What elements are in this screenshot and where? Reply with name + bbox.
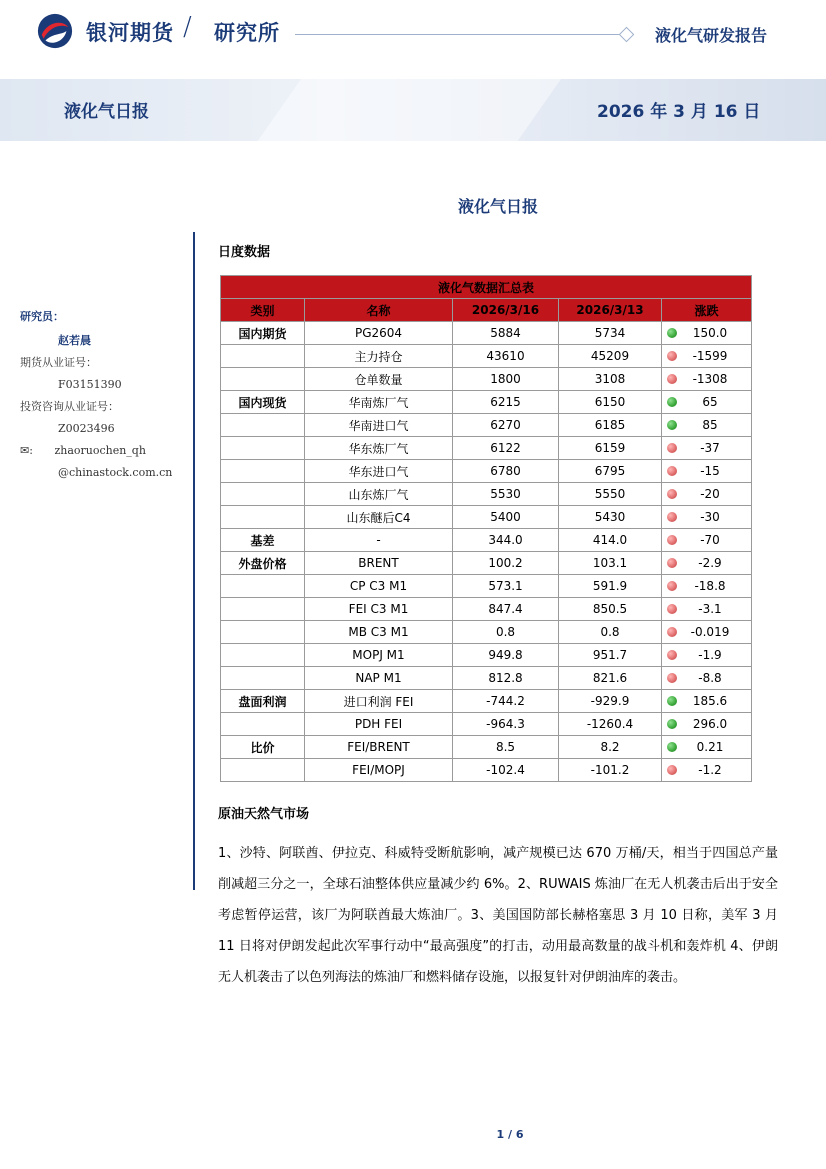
- section-daily-data: 日度数据: [218, 245, 271, 260]
- header-slash: /: [183, 12, 192, 42]
- table-title-row: [221, 276, 752, 299]
- red-down-dot-icon: [667, 673, 677, 683]
- value-previous-cell: 591.9: [559, 575, 662, 598]
- name-cell: 华南炼厂气: [305, 391, 453, 414]
- change-value: -15: [700, 464, 720, 479]
- value-previous-cell: 6185: [559, 414, 662, 437]
- value-current-cell: -744.2: [453, 690, 559, 713]
- report-type: 液化气研发报告: [655, 26, 768, 45]
- sidebar-divider: [193, 232, 195, 890]
- data-table: [220, 275, 752, 782]
- value-current-cell: 344.0: [453, 529, 559, 552]
- change-value: -70: [700, 533, 720, 548]
- change-cell: [662, 667, 752, 690]
- category-cell: [221, 598, 305, 621]
- name-cell: BRENT: [305, 552, 453, 575]
- name-cell: MOPJ M1: [305, 644, 453, 667]
- value-previous-cell: -929.9: [559, 690, 662, 713]
- red-down-dot-icon: [667, 466, 677, 476]
- change-cell: [662, 621, 752, 644]
- category-cell: [221, 644, 305, 667]
- change-value: -20: [700, 487, 720, 502]
- category-cell: [221, 368, 305, 391]
- category-cell: [221, 667, 305, 690]
- change-cell: [662, 506, 752, 529]
- red-down-dot-icon: [667, 650, 677, 660]
- category-cell: 国内期货: [221, 322, 305, 345]
- red-down-dot-icon: [667, 512, 677, 522]
- red-down-dot-icon: [667, 765, 677, 775]
- table-header-row: [221, 299, 752, 322]
- table-row: [221, 322, 752, 345]
- category-cell: [221, 345, 305, 368]
- change-value: -3.1: [698, 602, 722, 617]
- change-value: -2.9: [698, 556, 722, 571]
- red-down-dot-icon: [667, 535, 677, 545]
- value-previous-cell: 821.6: [559, 667, 662, 690]
- value-current-cell: 5884: [453, 322, 559, 345]
- change-value: -30: [700, 510, 720, 525]
- change-value: 0.21: [696, 740, 724, 755]
- value-current-cell: 573.1: [453, 575, 559, 598]
- page-number: 1 / 6: [496, 1128, 524, 1141]
- change-value: -18.8: [694, 579, 726, 594]
- change-cell: [662, 552, 752, 575]
- value-previous-cell: 103.1: [559, 552, 662, 575]
- change-value: -1308: [692, 372, 728, 387]
- name-cell: 华东进口气: [305, 460, 453, 483]
- author-sidebar: [20, 308, 185, 480]
- value-previous-cell: 6159: [559, 437, 662, 460]
- title-banner: [0, 79, 826, 141]
- name-cell: -: [305, 529, 453, 552]
- red-down-dot-icon: [667, 558, 677, 568]
- table-row: [221, 345, 752, 368]
- red-down-dot-icon: [667, 351, 677, 361]
- diamond-icon: [619, 27, 635, 43]
- change-cell: [662, 759, 752, 782]
- brand-name: 银河期货: [86, 21, 174, 45]
- red-down-dot-icon: [667, 581, 677, 591]
- table-row: [221, 759, 752, 782]
- researcher-name: 赵若晨: [58, 334, 91, 347]
- green-up-dot-icon: [667, 420, 677, 430]
- change-cell: [662, 529, 752, 552]
- futures-license-label: 期货从业证号：: [20, 356, 97, 369]
- category-cell: [221, 759, 305, 782]
- table-row: [221, 598, 752, 621]
- table-row: [221, 529, 752, 552]
- change-cell: [662, 322, 752, 345]
- table-row: [221, 736, 752, 759]
- name-cell: FEI C3 M1: [305, 598, 453, 621]
- value-current-cell: 847.4: [453, 598, 559, 621]
- change-cell: [662, 575, 752, 598]
- table-row: [221, 414, 752, 437]
- table-row: [221, 368, 752, 391]
- change-value: -1.2: [698, 763, 722, 778]
- change-cell: [662, 598, 752, 621]
- name-cell: 华东炼厂气: [305, 437, 453, 460]
- value-previous-cell: 6795: [559, 460, 662, 483]
- change-value: 65: [702, 395, 718, 410]
- value-previous-cell: 850.5: [559, 598, 662, 621]
- value-previous-cell: 5430: [559, 506, 662, 529]
- table-row: [221, 621, 752, 644]
- green-up-dot-icon: [667, 719, 677, 729]
- name-cell: 进口利润 FEI: [305, 690, 453, 713]
- change-value: 185.6: [692, 694, 728, 709]
- green-up-dot-icon: [667, 696, 677, 706]
- change-value: 85: [702, 418, 718, 433]
- value-current-cell: 949.8: [453, 644, 559, 667]
- galaxy-logo-icon: [36, 12, 74, 50]
- value-previous-cell: 951.7: [559, 644, 662, 667]
- red-down-dot-icon: [667, 443, 677, 453]
- value-current-cell: 0.8: [453, 621, 559, 644]
- value-current-cell: -102.4: [453, 759, 559, 782]
- column-header: 名称: [305, 299, 453, 322]
- table-row: [221, 575, 752, 598]
- change-cell: [662, 460, 752, 483]
- category-cell: [221, 437, 305, 460]
- name-cell: 山东炼厂气: [305, 483, 453, 506]
- change-value: -8.8: [698, 671, 722, 686]
- value-previous-cell: 414.0: [559, 529, 662, 552]
- table-row: [221, 667, 752, 690]
- column-header: 类别: [221, 299, 305, 322]
- value-current-cell: 6122: [453, 437, 559, 460]
- change-cell: [662, 690, 752, 713]
- crude-market-text: 1、沙特、阿联酋、伊拉克、科威特受断航影响，减产规模已达 670 万桶/天，相当于四国总产量削减超三分之一，全球石油整体供应量减少约 6%。2、RUWAIS 炼油厂在无人机袭击后出于安全考虑暂停运营，该厂为阿联酋最大炼油厂。3、美国国防部长赫格塞思 3 月 10 日称，美军 3 月 11 日将对伊朗发起此次军事行动中“最高强度”的打击，动用最高数量的战斗机和轰炸机 4、伊朗无人机袭击了以色列海法的炼油厂和燃料储存设施，以报复针对伊朗油库的袭击。: [218, 846, 778, 985]
- name-cell: 主力持仓: [305, 345, 453, 368]
- email-icon: ✉:: [20, 444, 33, 457]
- change-value: -1.9: [698, 648, 722, 663]
- change-value: -0.019: [690, 625, 730, 640]
- table-row: [221, 483, 752, 506]
- change-cell: [662, 713, 752, 736]
- value-previous-cell: 0.8: [559, 621, 662, 644]
- advisory-license: Z0023496: [58, 422, 115, 435]
- value-current-cell: -964.3: [453, 713, 559, 736]
- table-row: [221, 713, 752, 736]
- change-value: -37: [700, 441, 720, 456]
- change-cell: [662, 368, 752, 391]
- name-cell: NAP M1: [305, 667, 453, 690]
- name-cell: CP C3 M1: [305, 575, 453, 598]
- category-cell: [221, 460, 305, 483]
- change-cell: [662, 437, 752, 460]
- red-down-dot-icon: [667, 604, 677, 614]
- category-cell: [221, 483, 305, 506]
- email-line2[interactable]: @chinastock.com.cn: [58, 466, 173, 479]
- value-current-cell: 8.5: [453, 736, 559, 759]
- document-title: 液化气日报: [457, 197, 538, 216]
- category-cell: 基差: [221, 529, 305, 552]
- table-row: [221, 552, 752, 575]
- value-previous-cell: -101.2: [559, 759, 662, 782]
- email-line1[interactable]: zhaoruochen_qh: [54, 444, 146, 457]
- change-cell: [662, 644, 752, 667]
- category-cell: 外盘价格: [221, 552, 305, 575]
- red-down-dot-icon: [667, 374, 677, 384]
- name-cell: 山东醚后C4: [305, 506, 453, 529]
- futures-license: F03151390: [58, 378, 122, 391]
- table-row: [221, 437, 752, 460]
- change-cell: [662, 414, 752, 437]
- change-value: -1599: [692, 349, 728, 364]
- green-up-dot-icon: [667, 328, 677, 338]
- value-previous-cell: 45209: [559, 345, 662, 368]
- value-previous-cell: 5550: [559, 483, 662, 506]
- value-current-cell: 100.2: [453, 552, 559, 575]
- category-cell: [221, 713, 305, 736]
- red-down-dot-icon: [667, 627, 677, 637]
- change-value: 296.0: [692, 717, 728, 732]
- value-current-cell: 6780: [453, 460, 559, 483]
- value-previous-cell: 5734: [559, 322, 662, 345]
- page-header: [0, 0, 826, 68]
- name-cell: PDH FEI: [305, 713, 453, 736]
- report-date: 2026 年 3 月 16 日: [597, 102, 761, 122]
- name-cell: FEI/MOPJ: [305, 759, 453, 782]
- category-cell: [221, 621, 305, 644]
- column-header: 2026/3/16: [453, 299, 559, 322]
- category-cell: 比价: [221, 736, 305, 759]
- lpg-summary-table: [220, 275, 751, 782]
- value-current-cell: 5530: [453, 483, 559, 506]
- value-current-cell: 43610: [453, 345, 559, 368]
- table-row: [221, 460, 752, 483]
- table-row: [221, 506, 752, 529]
- change-cell: [662, 483, 752, 506]
- value-current-cell: 812.8: [453, 667, 559, 690]
- banner-sheen: [231, 79, 589, 141]
- green-up-dot-icon: [667, 397, 677, 407]
- change-cell: [662, 391, 752, 414]
- name-cell: 仓单数量: [305, 368, 453, 391]
- researcher-label: 研究员：: [20, 310, 64, 323]
- banner-title: 液化气日报: [64, 102, 149, 122]
- category-cell: [221, 414, 305, 437]
- category-cell: 盘面利润: [221, 690, 305, 713]
- name-cell: MB C3 M1: [305, 621, 453, 644]
- green-up-dot-icon: [667, 742, 677, 752]
- name-cell: PG2604: [305, 322, 453, 345]
- name-cell: 华南进口气: [305, 414, 453, 437]
- table-row: [221, 391, 752, 414]
- value-current-cell: 6215: [453, 391, 559, 414]
- table-title: 液化气数据汇总表: [221, 276, 752, 299]
- value-previous-cell: 8.2: [559, 736, 662, 759]
- change-cell: [662, 345, 752, 368]
- value-current-cell: 6270: [453, 414, 559, 437]
- change-value: 150.0: [692, 326, 728, 341]
- value-current-cell: 5400: [453, 506, 559, 529]
- advisory-license-label: 投资咨询从业证号：: [20, 400, 119, 413]
- name-cell: FEI/BRENT: [305, 736, 453, 759]
- change-cell: [662, 736, 752, 759]
- header-rule: [295, 34, 625, 35]
- column-header: 2026/3/13: [559, 299, 662, 322]
- email-row: [20, 443, 185, 458]
- category-cell: 国内现货: [221, 391, 305, 414]
- table-row: [221, 644, 752, 667]
- value-previous-cell: 3108: [559, 368, 662, 391]
- value-previous-cell: 6150: [559, 391, 662, 414]
- column-header: 涨跌: [662, 299, 752, 322]
- value-previous-cell: -1260.4: [559, 713, 662, 736]
- value-current-cell: 1800: [453, 368, 559, 391]
- table-row: [221, 690, 752, 713]
- institute-name: 研究所: [214, 21, 280, 45]
- category-cell: [221, 575, 305, 598]
- red-down-dot-icon: [667, 489, 677, 499]
- section-crude-market: 原油天然气市场: [218, 807, 310, 822]
- category-cell: [221, 506, 305, 529]
